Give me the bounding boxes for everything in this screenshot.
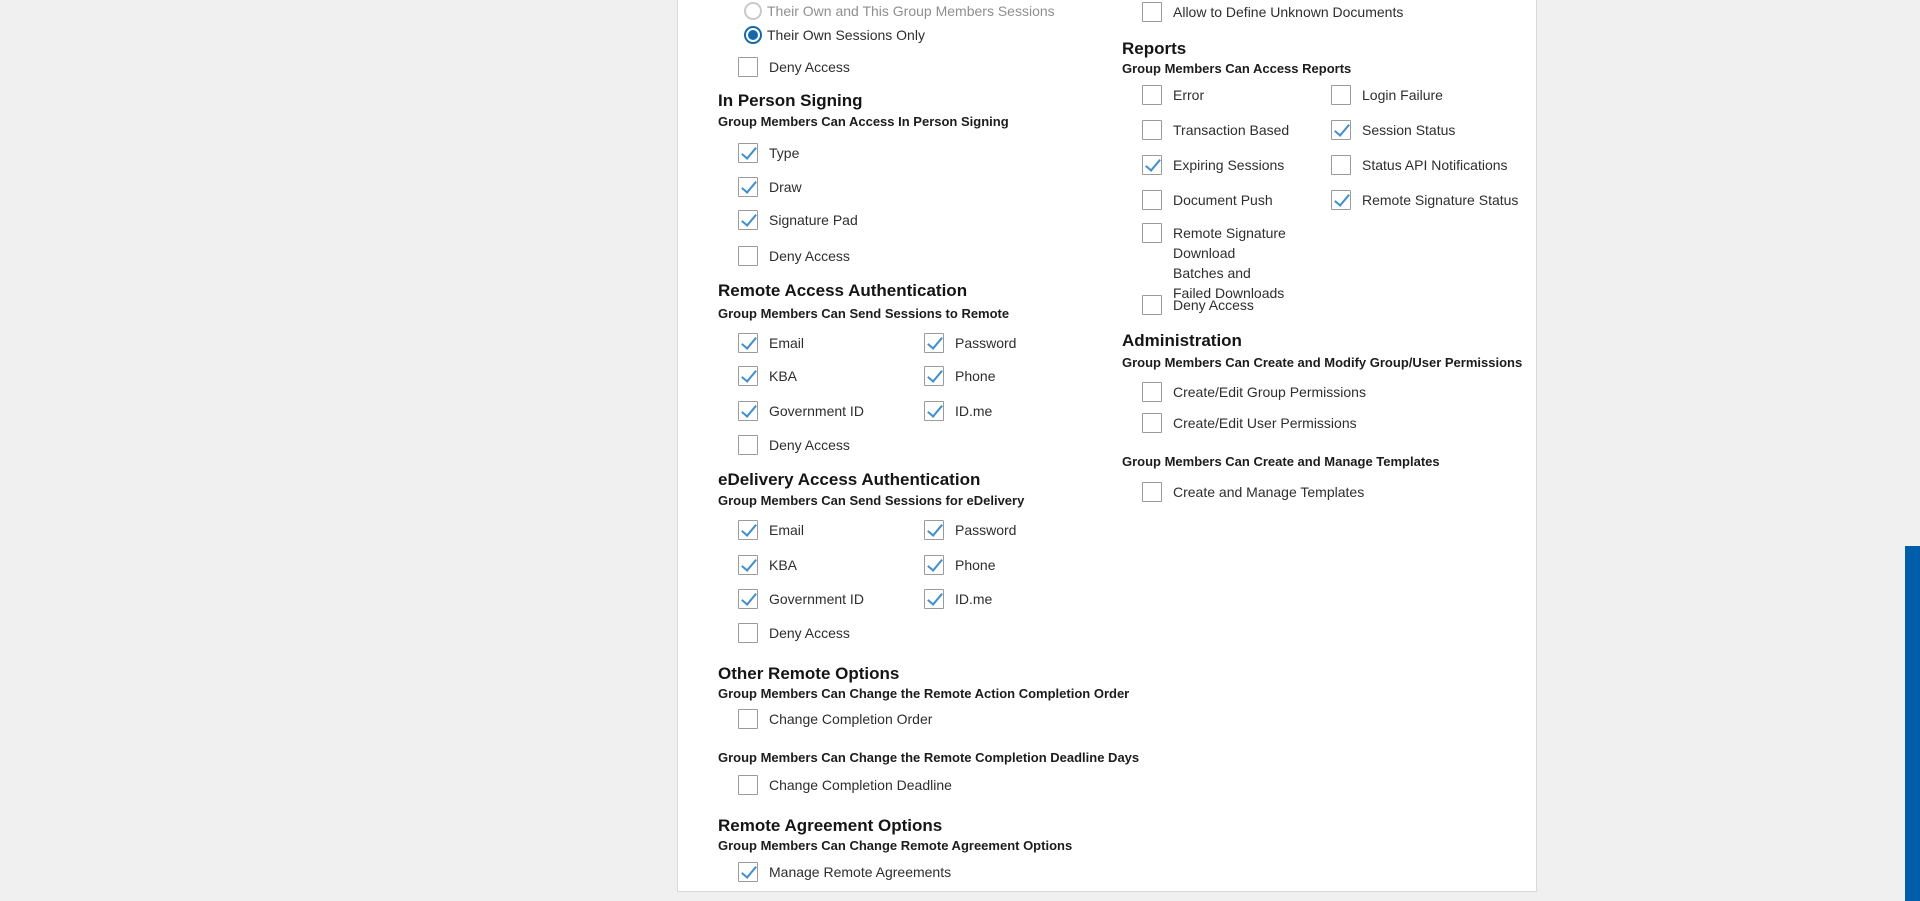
checkbox-row-type[interactable]: [738, 143, 799, 163]
checkbox-label: ID.me: [955, 591, 993, 607]
checkbox-row-create-manage-templates[interactable]: [1142, 482, 1364, 502]
checkbox-label: Phone: [955, 557, 996, 573]
checkbox-icon[interactable]: [1142, 413, 1162, 433]
checkbox-label: Error: [1173, 87, 1205, 103]
section-subtitle-in-person-signing: Group Members Can Access In Person Signing: [718, 114, 1009, 129]
checkbox-row-edelivery-government-id[interactable]: [738, 589, 864, 609]
checkbox-row-change-completion-deadline[interactable]: [738, 775, 952, 795]
checkbox-row-reports-deny-access[interactable]: [1142, 295, 1254, 315]
checkbox-label: Deny Access: [769, 437, 850, 453]
checkbox-label: Remote Signature Download Batches and Failed Downloads: [1173, 225, 1286, 301]
checkbox-icon[interactable]: [738, 401, 758, 421]
checkbox-icon[interactable]: [1142, 382, 1162, 402]
checkbox-row-remote-signature-status[interactable]: [1331, 190, 1518, 210]
checkbox-row-create-edit-group-permissions[interactable]: [1142, 382, 1366, 402]
section-subtitle-reports: Group Members Can Access Reports: [1122, 61, 1352, 76]
checkbox-icon[interactable]: [738, 210, 758, 230]
radio-row-own-sessions-only[interactable]: [744, 26, 925, 44]
checkbox-icon[interactable]: [924, 520, 944, 540]
checkbox-label: ID.me: [955, 403, 993, 419]
checkbox-label: Email: [769, 522, 805, 538]
section-subtitle-modify-permissions: Group Members Can Create and Modify Group/User Permissions: [1122, 355, 1523, 370]
checkbox-row-edelivery-email[interactable]: [738, 520, 804, 540]
radio-icon[interactable]: [744, 2, 762, 20]
checkbox-icon[interactable]: [1331, 120, 1351, 140]
left-column: [718, 0, 1142, 891]
section-title-reports: Reports: [1122, 39, 1187, 58]
checkbox-icon[interactable]: [738, 143, 758, 163]
checkbox-icon[interactable]: [1142, 190, 1162, 210]
checkbox-row-transaction-based[interactable]: [1142, 120, 1289, 140]
checkbox-label: Create/Edit User Permissions: [1173, 415, 1357, 431]
checkbox-icon[interactable]: [924, 555, 944, 575]
checkbox-icon[interactable]: [738, 775, 758, 795]
checkbox-row-edelivery-password[interactable]: [924, 520, 1016, 540]
checkbox-row-in-person-deny-access[interactable]: [738, 246, 850, 266]
section-title-remote-access-auth: Remote Access Authentication: [718, 281, 968, 300]
checkbox-row-remote-government-id[interactable]: [738, 401, 864, 421]
checkbox-icon[interactable]: [738, 333, 758, 353]
checkbox-row-change-completion-order[interactable]: [738, 709, 932, 729]
checkbox-row-remote-password[interactable]: [924, 333, 1016, 353]
checkbox-icon[interactable]: [1142, 2, 1162, 22]
checkbox-icon[interactable]: [738, 435, 758, 455]
checkbox-label: Login Failure: [1362, 87, 1443, 103]
checkbox-icon[interactable]: [1331, 155, 1351, 175]
group-permissions-panel: [677, 0, 1537, 892]
checkbox-label: Government ID: [769, 591, 864, 607]
checkbox-row-remote-kba[interactable]: [738, 366, 797, 386]
checkbox-label: KBA: [769, 557, 798, 573]
section-title-other-remote-options: Other Remote Options: [718, 664, 900, 683]
checkbox-row-remote-deny-access[interactable]: [738, 435, 850, 455]
checkbox-icon[interactable]: [1142, 155, 1162, 175]
checkbox-row-document-push[interactable]: [1142, 190, 1273, 210]
section-subtitle-remote-agreement: Group Members Can Change Remote Agreement Options: [718, 838, 1073, 853]
checkbox-label: Password: [955, 522, 1017, 538]
checkbox-label: Document Push: [1173, 192, 1273, 208]
checkbox-label: Status API Notifications: [1362, 157, 1508, 173]
checkbox-label: Draw: [769, 179, 802, 195]
section-subtitle-change-order: Group Members Can Change the Remote Action Completion Order: [718, 686, 1130, 701]
checkbox-label: Signature Pad: [769, 212, 858, 228]
checkbox-icon[interactable]: [738, 246, 758, 266]
checkbox-row-edelivery-id-me[interactable]: [924, 589, 992, 609]
checkbox-label: Deny Access: [769, 59, 850, 75]
checkbox-icon[interactable]: [924, 366, 944, 386]
checkbox-icon[interactable]: [924, 589, 944, 609]
checkbox-icon[interactable]: [738, 366, 758, 386]
checkbox-label: Expiring Sessions: [1173, 157, 1285, 173]
checkbox-icon[interactable]: [1142, 482, 1162, 502]
checkbox-label: Transaction Based: [1173, 122, 1290, 138]
section-subtitle-manage-templates: Group Members Can Create and Manage Templates: [1122, 454, 1440, 469]
radio-label: Their Own Sessions Only: [767, 27, 925, 43]
checkbox-label: Phone: [955, 368, 996, 384]
checkbox-label: Allow to Define Unknown Documents: [1173, 4, 1404, 20]
checkbox-row-manage-remote-agreements[interactable]: [738, 862, 951, 882]
checkbox-label: Change Completion Deadline: [769, 777, 952, 793]
checkbox-icon[interactable]: [924, 401, 944, 421]
checkbox-icon[interactable]: [738, 862, 758, 882]
checkbox-label: Type: [769, 145, 800, 161]
checkbox-row-signature-pad[interactable]: [738, 210, 858, 230]
checkbox-label: Change Completion Order: [769, 711, 933, 727]
section-title-administration: Administration: [1122, 331, 1242, 350]
checkbox-row-draw[interactable]: [738, 177, 802, 197]
checkbox-icon[interactable]: [1142, 295, 1162, 315]
checkbox-icon[interactable]: [1142, 120, 1162, 140]
checkbox-icon[interactable]: [738, 589, 758, 609]
checkbox-icon[interactable]: [738, 623, 758, 643]
checkbox-row-login-failure[interactable]: [1331, 85, 1443, 105]
checkbox-icon[interactable]: [738, 177, 758, 197]
checkbox-label: Remote Signature Status: [1362, 192, 1519, 208]
checkbox-icon[interactable]: [738, 555, 758, 575]
checkbox-icon[interactable]: [1331, 85, 1351, 105]
section-subtitle-edelivery-auth: Group Members Can Send Sessions for eDelivery: [718, 493, 1025, 508]
checkbox-label: Password: [955, 335, 1017, 351]
checkbox-label: Email: [769, 335, 805, 351]
checkbox-row-status-api-notifications[interactable]: [1331, 155, 1508, 175]
checkbox-label: Session Status: [1362, 122, 1456, 138]
checkbox-label: Manage Remote Agreements: [769, 864, 952, 880]
right-column: [1122, 0, 1522, 891]
radio-label: Their Own and This Group Members Sessions: [767, 3, 1055, 19]
checkbox-row-remote-id-me[interactable]: [924, 401, 992, 421]
checkbox-label: Create/Edit Group Permissions: [1173, 384, 1366, 400]
checkbox-row-expiring-sessions[interactable]: [1142, 155, 1284, 175]
section-title-edelivery-auth: eDelivery Access Authentication: [718, 470, 981, 489]
checkbox-label: Create and Manage Templates: [1173, 484, 1365, 500]
radio-row-own-and-group-sessions[interactable]: [744, 2, 1055, 20]
checkbox-row-remote-phone[interactable]: [924, 366, 995, 386]
checkbox-row-remote-signature-downloads[interactable]: [1142, 223, 1289, 303]
checkbox-row-edelivery-deny-access[interactable]: [738, 623, 850, 643]
checkbox-row-allow-unknown-documents[interactable]: [1142, 2, 1403, 22]
checkbox-row-edelivery-kba[interactable]: [738, 555, 797, 575]
checkbox-label: Government ID: [769, 403, 864, 419]
checkbox-icon[interactable]: [738, 57, 758, 77]
checkbox-row-remote-email[interactable]: [738, 333, 804, 353]
checkbox-label: Deny Access: [1173, 297, 1254, 313]
checkbox-icon[interactable]: [738, 520, 758, 540]
checkbox-label: Deny Access: [769, 248, 850, 264]
checkbox-icon[interactable]: [1142, 85, 1162, 105]
checkbox-row-error[interactable]: [1142, 85, 1204, 105]
checkbox-label: KBA: [769, 368, 798, 384]
section-title-remote-agreement-options: Remote Agreement Options: [718, 816, 943, 835]
checkbox-row-session-status[interactable]: [1331, 120, 1455, 140]
checkbox-icon[interactable]: [1142, 223, 1162, 243]
section-subtitle-remote-access-auth: Group Members Can Send Sessions to Remote: [718, 306, 1010, 321]
checkbox-icon[interactable]: [738, 709, 758, 729]
checkbox-row-edelivery-phone[interactable]: [924, 555, 995, 575]
section-title-in-person-signing: In Person Signing: [718, 91, 863, 110]
checkbox-icon[interactable]: [1331, 190, 1351, 210]
scrollbar-thumb[interactable]: [1905, 546, 1920, 901]
checkbox-row-create-edit-user-permissions[interactable]: [1142, 413, 1357, 433]
radio-icon[interactable]: [744, 26, 762, 44]
section-subtitle-change-deadline: Group Members Can Change the Remote Completion Deadline Days: [718, 750, 1140, 765]
checkbox-label: Deny Access: [769, 625, 850, 641]
checkbox-icon[interactable]: [924, 333, 944, 353]
checkbox-row-sessions-deny-access[interactable]: [738, 57, 850, 77]
